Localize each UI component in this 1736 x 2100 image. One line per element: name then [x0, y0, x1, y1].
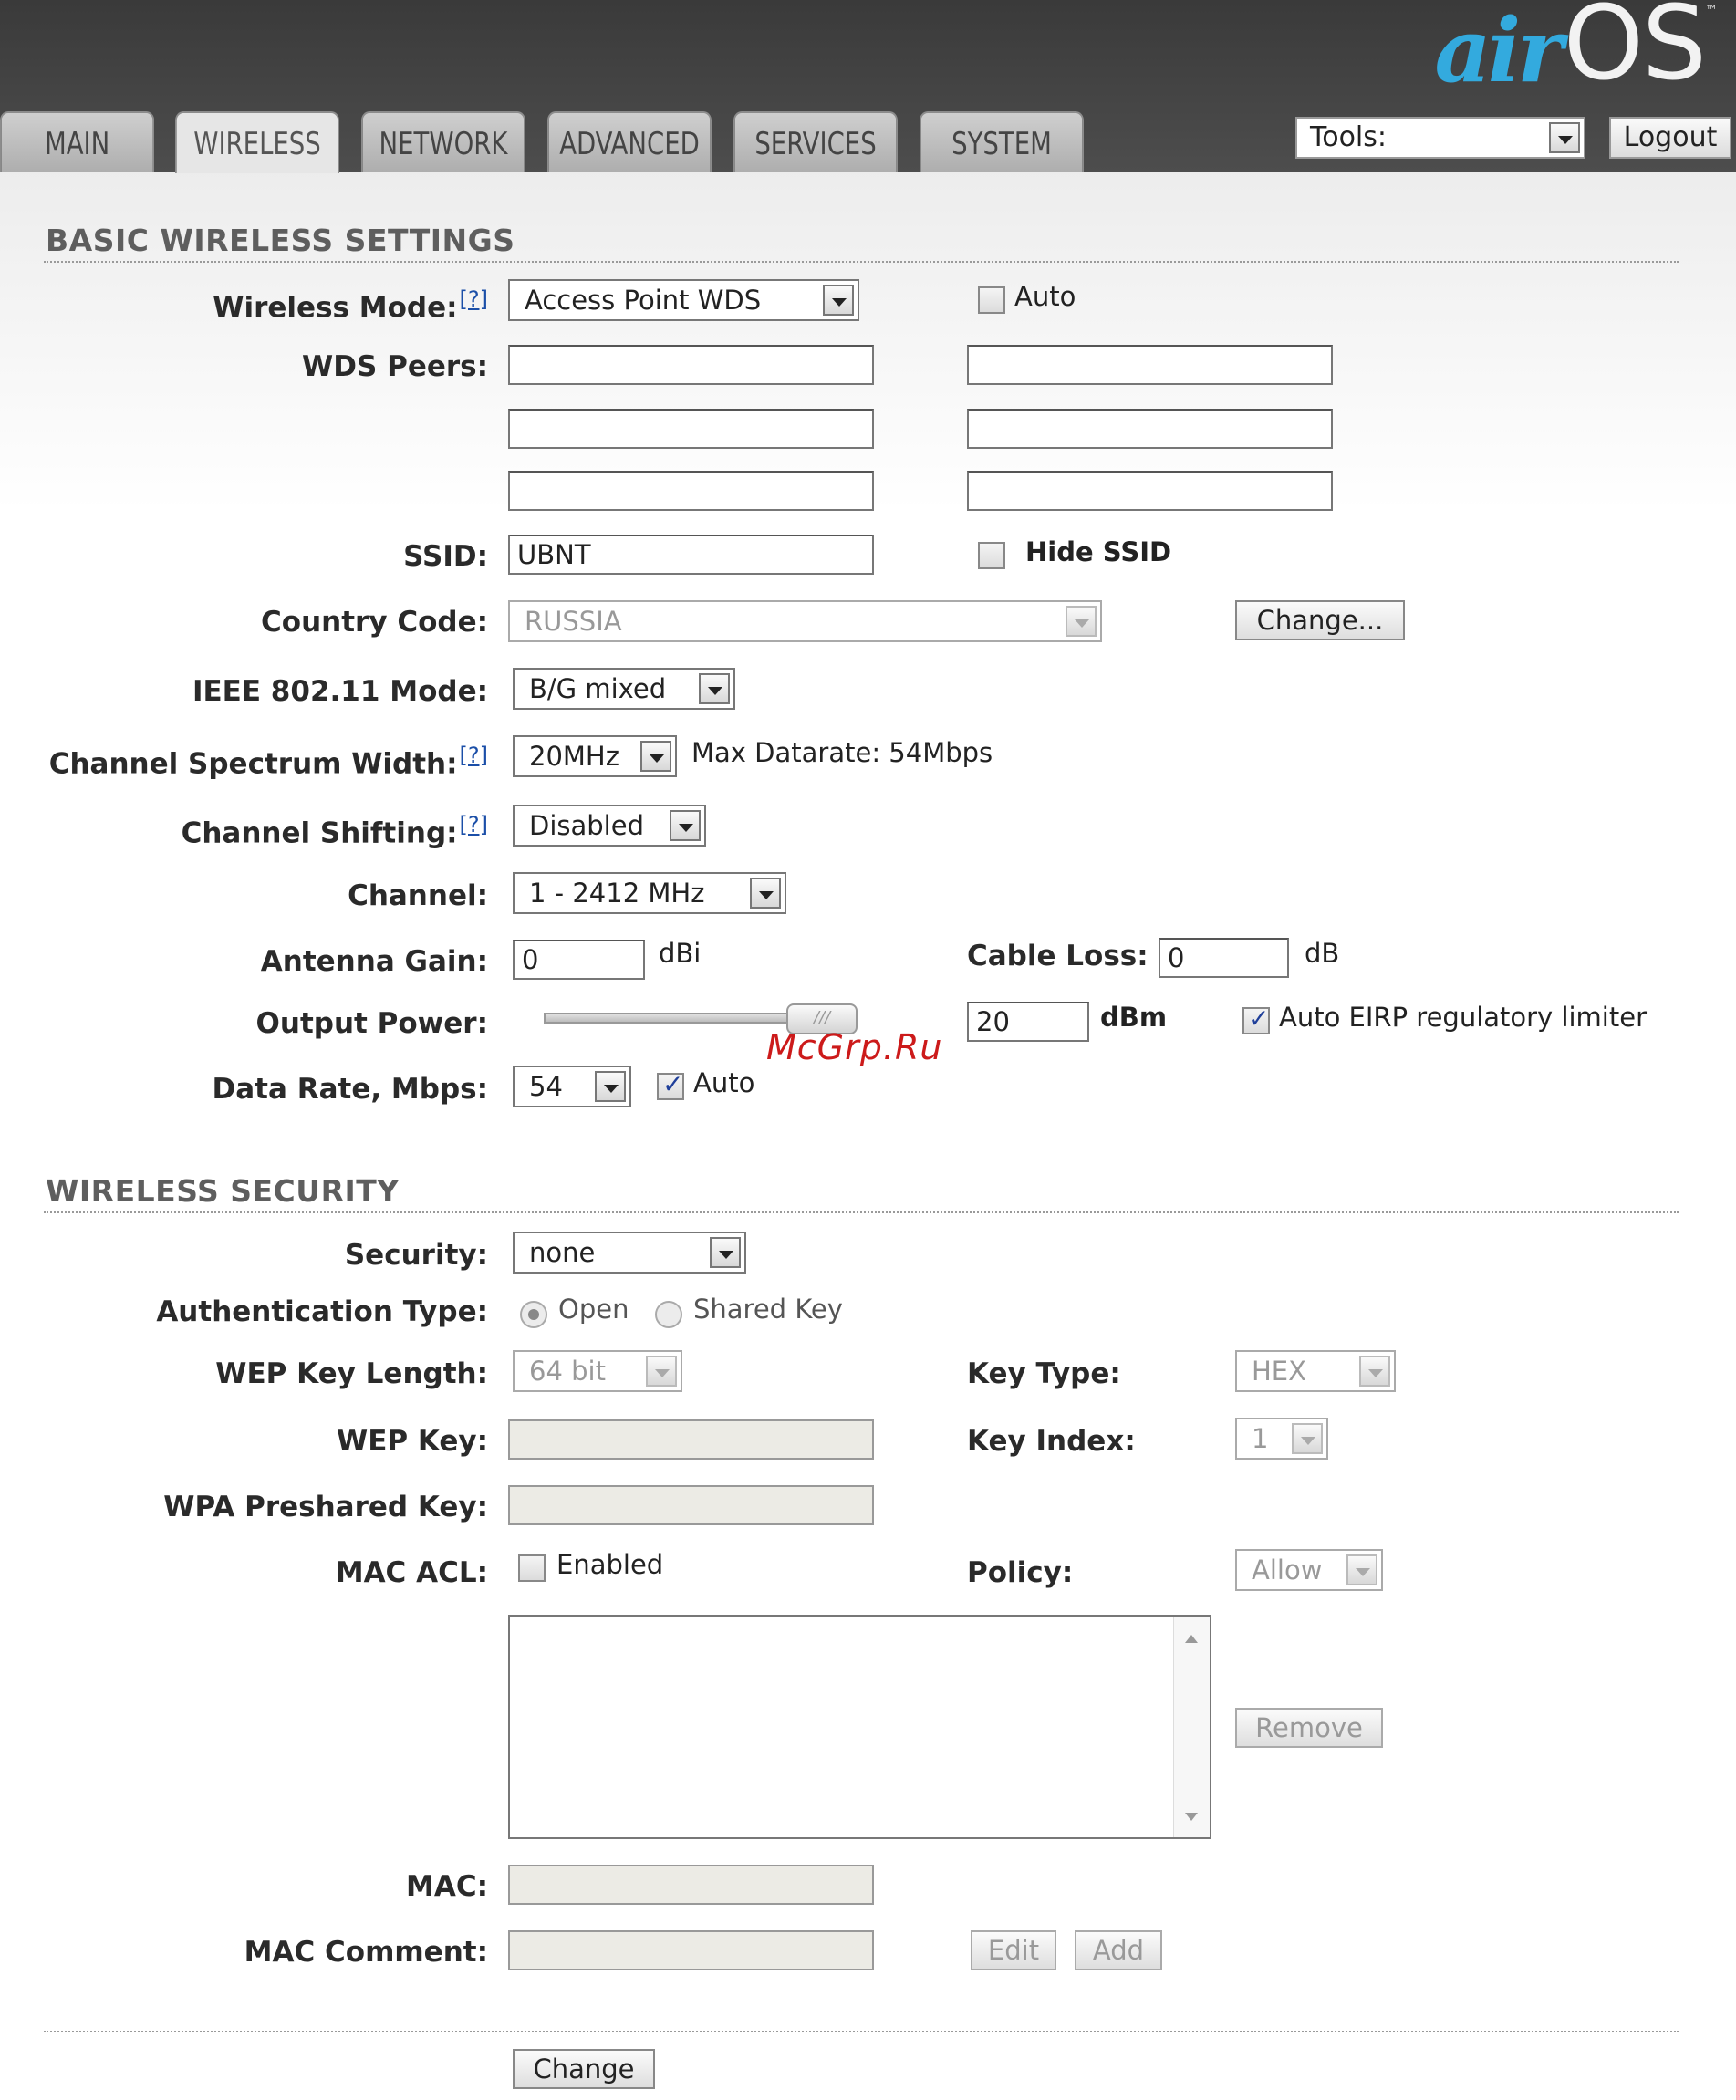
wireless-mode-help-link[interactable]: [?]	[459, 286, 488, 312]
chevron-down-icon[interactable]	[823, 285, 854, 316]
data-rate-label: Data Rate, Mbps:	[212, 1073, 488, 1106]
auto-eirp-checkbox[interactable]	[1242, 1007, 1270, 1034]
security-section-divider	[44, 1211, 1679, 1213]
wep-key-length-value: 64 bit	[529, 1356, 606, 1387]
chevron-down-icon[interactable]	[1346, 1554, 1377, 1585]
mac-input[interactable]	[508, 1865, 874, 1905]
logo-air-text: air	[1434, 0, 1560, 102]
channel-shifting-select[interactable]	[513, 805, 706, 847]
chevron-down-icon[interactable]	[595, 1071, 626, 1102]
country-code-label: Country Code:	[261, 606, 488, 639]
security-select[interactable]	[513, 1232, 746, 1274]
chevron-down-icon[interactable]	[1292, 1423, 1323, 1454]
tools-select[interactable]	[1295, 117, 1585, 159]
mac-acl-enabled-label: Enabled	[556, 1549, 664, 1580]
logo-tm-mark: ™	[1705, 4, 1718, 18]
tab-advanced[interactable]: ADVANCED	[547, 111, 712, 172]
channel-select[interactable]	[513, 872, 786, 914]
policy-value: Allow	[1252, 1554, 1323, 1585]
add-button[interactable]: Add	[1075, 1930, 1162, 1970]
ssid-input[interactable]: UBNT	[508, 535, 874, 575]
auth-shared-key-label: Shared Key	[693, 1294, 843, 1325]
cable-loss-label: Cable Loss:	[967, 940, 1149, 972]
basic-settings-divider	[44, 261, 1679, 263]
cable-loss-unit: dB	[1305, 938, 1340, 969]
wpa-key-label: WPA Preshared Key:	[163, 1491, 488, 1523]
remove-button[interactable]: Remove	[1235, 1708, 1383, 1748]
country-code-value: RUSSIA	[525, 606, 622, 637]
key-index-label: Key Index:	[967, 1425, 1136, 1458]
tab-main[interactable]: MAIN	[0, 111, 154, 172]
wds-peer-input-6[interactable]	[967, 471, 1333, 511]
country-change-button[interactable]: Change...	[1235, 600, 1405, 640]
change-submit-button[interactable]: Change	[513, 2049, 655, 2089]
airos-logo	[1434, 0, 1719, 103]
chevron-down-icon[interactable]	[1359, 1356, 1390, 1387]
channel-shifting-label	[182, 812, 488, 849]
max-datarate-text: Max Datarate: 54Mbps	[691, 737, 993, 768]
key-type-value: HEX	[1252, 1356, 1306, 1387]
tools-select-label: Tools:	[1310, 121, 1388, 153]
tab-wireless[interactable]: WIRELESS	[175, 111, 339, 173]
antenna-gain-unit: dBi	[659, 938, 702, 969]
output-power-slider-handle[interactable]: ///	[786, 1003, 858, 1034]
chevron-down-icon[interactable]	[640, 741, 671, 772]
chevron-down-icon[interactable]	[670, 810, 701, 841]
channel-shifting-label-text: Channel Shifting:	[181, 816, 458, 850]
hide-ssid-label: Hide SSID	[1025, 536, 1172, 567]
wds-peer-input-2[interactable]	[967, 345, 1333, 385]
wireless-mode-select[interactable]	[508, 279, 859, 321]
mac-acl-listbox[interactable]	[508, 1615, 1211, 1839]
wds-peer-input-5[interactable]	[508, 471, 874, 511]
wep-key-length-label: WEP Key Length:	[215, 1357, 488, 1390]
wep-key-label: WEP Key:	[337, 1425, 488, 1458]
spectrum-width-value: 20MHz	[529, 741, 619, 772]
mac-label: MAC:	[406, 1870, 488, 1903]
wep-key-length-select[interactable]	[513, 1350, 682, 1392]
basic-settings-title: BASIC WIRELESS SETTINGS	[46, 223, 515, 258]
output-power-label: Output Power:	[255, 1007, 488, 1040]
scroll-up-icon[interactable]	[1185, 1635, 1198, 1643]
ieee-mode-value: B/G mixed	[529, 673, 667, 704]
antenna-gain-input[interactable]: 0	[513, 940, 645, 980]
chevron-down-icon[interactable]	[1066, 606, 1097, 637]
key-index-select[interactable]	[1235, 1418, 1328, 1460]
mac-acl-enabled-checkbox[interactable]	[518, 1554, 546, 1582]
mac-acl-listbox-scrollbar[interactable]	[1173, 1617, 1210, 1837]
data-rate-value: 54	[529, 1071, 563, 1102]
edit-button[interactable]: Edit	[971, 1930, 1056, 1970]
hide-ssid-checkbox[interactable]	[978, 542, 1005, 569]
data-rate-auto-label: Auto	[693, 1067, 755, 1098]
chevron-down-icon[interactable]	[1549, 122, 1580, 153]
channel-value: 1 - 2412 MHz	[529, 878, 705, 909]
wireless-mode-auto-checkbox[interactable]	[978, 286, 1005, 314]
wireless-mode-auto-label: Auto	[1014, 281, 1076, 312]
key-type-label: Key Type:	[967, 1357, 1121, 1390]
spectrum-width-help-link[interactable]: [?]	[459, 743, 488, 768]
logout-button[interactable]: Logout	[1609, 117, 1731, 159]
wireless-mode-value: Access Point WDS	[525, 285, 762, 316]
scroll-down-icon[interactable]	[1185, 1813, 1198, 1821]
auth-open-radio[interactable]	[520, 1301, 547, 1328]
security-value: none	[529, 1237, 596, 1268]
tab-network[interactable]: NETWORK	[361, 111, 525, 172]
security-label: Security:	[344, 1239, 488, 1272]
ssid-label: SSID:	[403, 540, 488, 573]
ieee-mode-select[interactable]	[513, 668, 735, 710]
data-rate-auto-checkbox[interactable]	[657, 1073, 684, 1100]
chevron-down-icon[interactable]	[710, 1237, 741, 1268]
channel-shifting-help-link[interactable]: [?]	[459, 812, 488, 837]
wep-key-input[interactable]	[508, 1419, 874, 1460]
tab-services[interactable]: SERVICES	[733, 111, 898, 172]
auth-open-label: Open	[558, 1294, 629, 1325]
header-bar	[0, 0, 1736, 172]
channel-label: Channel:	[348, 879, 488, 912]
footer-divider	[44, 2031, 1679, 2032]
key-type-select[interactable]	[1235, 1350, 1396, 1392]
mcgrp-watermark: McGrp.Ru	[766, 1027, 943, 1067]
wireless-mode-label	[213, 286, 488, 324]
auto-eirp-label: Auto EIRP regulatory limiter	[1279, 1002, 1647, 1033]
wireless-mode-label-text: Wireless Mode:	[213, 291, 458, 325]
wds-peers-label: WDS Peers:	[302, 350, 488, 383]
chevron-down-icon[interactable]	[646, 1356, 677, 1387]
security-section-title: WIRELESS SECURITY	[46, 1173, 400, 1209]
chevron-down-icon[interactable]	[750, 878, 781, 909]
spectrum-width-label-text: Channel Spectrum Width:	[48, 747, 458, 781]
country-code-select[interactable]	[508, 600, 1102, 642]
wpa-key-input[interactable]	[508, 1485, 874, 1525]
policy-select[interactable]	[1235, 1549, 1383, 1591]
logo-os-text: OS	[1563, 0, 1705, 103]
policy-label: Policy:	[967, 1556, 1074, 1589]
tab-system[interactable]: SYSTEM	[920, 111, 1084, 172]
mac-comment-label: MAC Comment:	[244, 1936, 488, 1969]
ieee-mode-label: IEEE 802.11 Mode:	[192, 675, 488, 708]
auth-shared-key-radio[interactable]	[655, 1301, 682, 1328]
main-tabs	[0, 111, 1106, 172]
wds-peer-input-1[interactable]	[508, 345, 874, 385]
mac-comment-input[interactable]	[508, 1930, 874, 1970]
mac-acl-label: MAC ACL:	[335, 1556, 488, 1589]
channel-shifting-value: Disabled	[529, 810, 644, 841]
wds-peer-input-3[interactable]	[508, 409, 874, 449]
output-power-input[interactable]: 20	[967, 1002, 1089, 1042]
data-rate-select[interactable]	[513, 1066, 631, 1107]
key-index-value: 1	[1252, 1423, 1269, 1454]
chevron-down-icon[interactable]	[699, 673, 730, 704]
antenna-gain-label: Antenna Gain:	[260, 945, 488, 978]
cable-loss-input[interactable]: 0	[1159, 938, 1289, 978]
wds-peer-input-4[interactable]	[967, 409, 1333, 449]
output-power-unit: dBm	[1100, 1002, 1168, 1033]
auth-type-label: Authentication Type:	[156, 1295, 488, 1328]
output-power-slider-track[interactable]	[544, 1013, 790, 1024]
spectrum-width-select[interactable]	[513, 735, 677, 777]
spectrum-width-label	[49, 743, 488, 780]
